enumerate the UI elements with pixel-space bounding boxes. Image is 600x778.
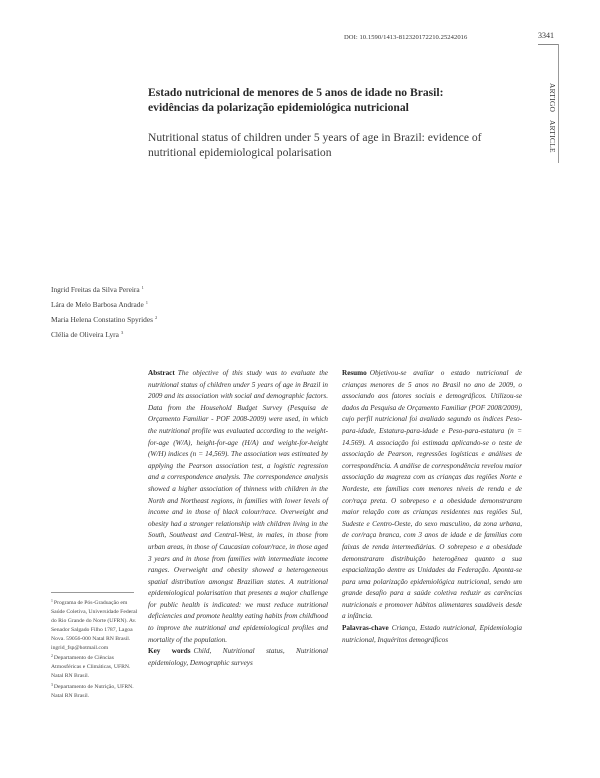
resumo-column — [342, 368, 522, 646]
footnote-text: Programa de Pós-Graduação em Saúde Coletiva, Universidade Federal do Rio Grande do Norte (UFRN). Av. Senador Salgado Filho 1787, Lagoa Nova. 59056-000 Natal RN Brasil. ingrid_fsp@hotmail.com — [51, 600, 138, 651]
section-label-en: ARTICLE — [548, 120, 557, 154]
author — [51, 311, 157, 326]
author — [51, 281, 157, 296]
footnote — [51, 597, 138, 652]
abstract-label: Abstract — [148, 369, 175, 377]
section-label-pt: ARTIGO — [548, 83, 557, 113]
author-list — [51, 281, 157, 341]
footnotes — [51, 597, 138, 701]
resumo-text: Objetivou-se avaliar o estado nutricional de crianças menores de 5 anos no Brasil no ano de 2009, o associando aos fatores sociais e demográficos. Utilizou-se dados da Pesquisa de Orçamento Familiar (POF 2008/2009), cujo perfil nutricional foi avaliado segundo os índices Peso-para-idade, Estatura-para-idade e Peso-para-estatura (n = 14.569). A associação foi estimada aplicando-se o teste de associação de Pearson, regressões logísticas e análises de correspondência. A análise de correspondência revelou maior associação da magreza com as crianças das regiões Norte e Nordeste, em famílias com menores níveis de renda e de cor/raça preta. O sobrepeso e a obesidade demonstraram maior relação com as crianças residentes nas regiões Sul, Sudeste e Centro-Oeste, do sexo masculino, da zona urbana, de cor/raça branca, com 3 anos de idade e de famílias com faixas de renda intermediárias. O sobrepeso e a obesidade demonstraram distribuição heterogênea quanto a sua espacialização dentre as Unidades da Federação. Aponta-se para uma polarização epidemiológica nutricional, sendo um grande desafio para a saúde coletiva reduzir as carências nutricionais e promover hábitos alimentares saudáveis desde a infância. — [342, 369, 522, 621]
footnote-mark: 2 — [51, 654, 53, 659]
corner-rule-vertical — [558, 44, 559, 163]
keywords-text: Child, Nutritional status, Nutritional epidemiology, Demographic surveys — [148, 647, 328, 667]
author — [51, 326, 157, 341]
author — [51, 296, 157, 311]
author-affiliation-mark: 1 — [141, 285, 144, 290]
page-number: 3341 — [538, 31, 554, 40]
footnote-mark: 1 — [51, 599, 53, 603]
footnote — [51, 652, 138, 681]
title-portuguese: Estado nutricional de menores de 5 anos de idade no Brasil: evidências da polarização epidemiológica nutricional — [148, 86, 444, 114]
footnote-text: Departamento de Ciências Atmosféricas e Climáticas, UFRN. Natal RN Brasil. — [51, 655, 131, 680]
doi[interactable]: DOI: 10.1590/1413-812320172210.25242016 — [344, 34, 468, 41]
abstract-text: The objective of this study was to evaluate the nutritional status of children under 5 years of age in Brazil in 2009 and its association with social and demographic factors. Data from the Household Budget Survey (Pesquisa de Orçamento Familiar - POF 2008-2009) were used, in which the nutritional profile was evaluated according to the weight-for-age (W/A), height-for-age (H/A) and weight-for-height (W/H) indices (n = 14,569). The association was estimated by applying the Pearson association test, a logistic regression and a correspondence analysis. The correspondence analysis showed a higher association of thinness with children in the North and Northeast regions, in families with lower levels of income and in those of black colour/race. Overweight and obesity had a stronger relationship with children living in the South, Southeast and Central-West, in males, in those from urban areas, in those of Caucasian colour/race, in those aged 3 years and in those from families with intermediate income ranges. Overweight and obesity showed a heterogeneous spatial distribution amongst Brazilian states. A nutritional epidemiological polarisation that presents a major challenge for public health is indicated: we must reduce nutritional deficiencies and promote healthy eating habits from childhood to improve the nutritional and epidemiological profiles and mortality of the population. — [148, 369, 328, 644]
palavras-chave-text: Criança, Estado nutricional, Epidemiologia nutricional, Inquéritos demográficos — [342, 624, 522, 644]
title-english: Nutritional status of children under 5 years of age in Brazil: evidence of nutritional epidemiological polarisation — [148, 131, 482, 159]
abstract-column — [148, 368, 328, 669]
author-name: Maria Helena Constatino Spyrides — [51, 315, 154, 324]
author-name: Ingrid Freitas da Silva Pereira — [51, 285, 140, 294]
footnote-rule — [51, 592, 134, 593]
section-label — [548, 83, 557, 153]
footnote — [51, 681, 138, 701]
resumo-paragraph — [342, 368, 522, 623]
author-name: Clélia de Oliveira Lyra — [51, 330, 119, 339]
footnote-mark: 3 — [51, 683, 53, 688]
author-name: Lára de Melo Barbosa Andrade — [51, 300, 144, 309]
author-affiliation-mark: 1 — [145, 300, 149, 305]
author-affiliation-mark: 3 — [120, 330, 124, 335]
author-affiliation-mark: 2 — [155, 315, 158, 320]
keywords-paragraph — [148, 646, 328, 669]
palavras-chave-label: Palavras-chave — [342, 624, 389, 633]
palavras-chave-paragraph — [342, 623, 522, 646]
keywords-label: Key words — [148, 647, 191, 656]
abstract-paragraph — [148, 368, 328, 646]
corner-rule-horizontal — [538, 44, 559, 45]
resumo-label: Resumo — [342, 369, 367, 377]
footnote-text: Departamento de Nutrição, UFRN. Natal RN Brasil. — [51, 684, 134, 700]
